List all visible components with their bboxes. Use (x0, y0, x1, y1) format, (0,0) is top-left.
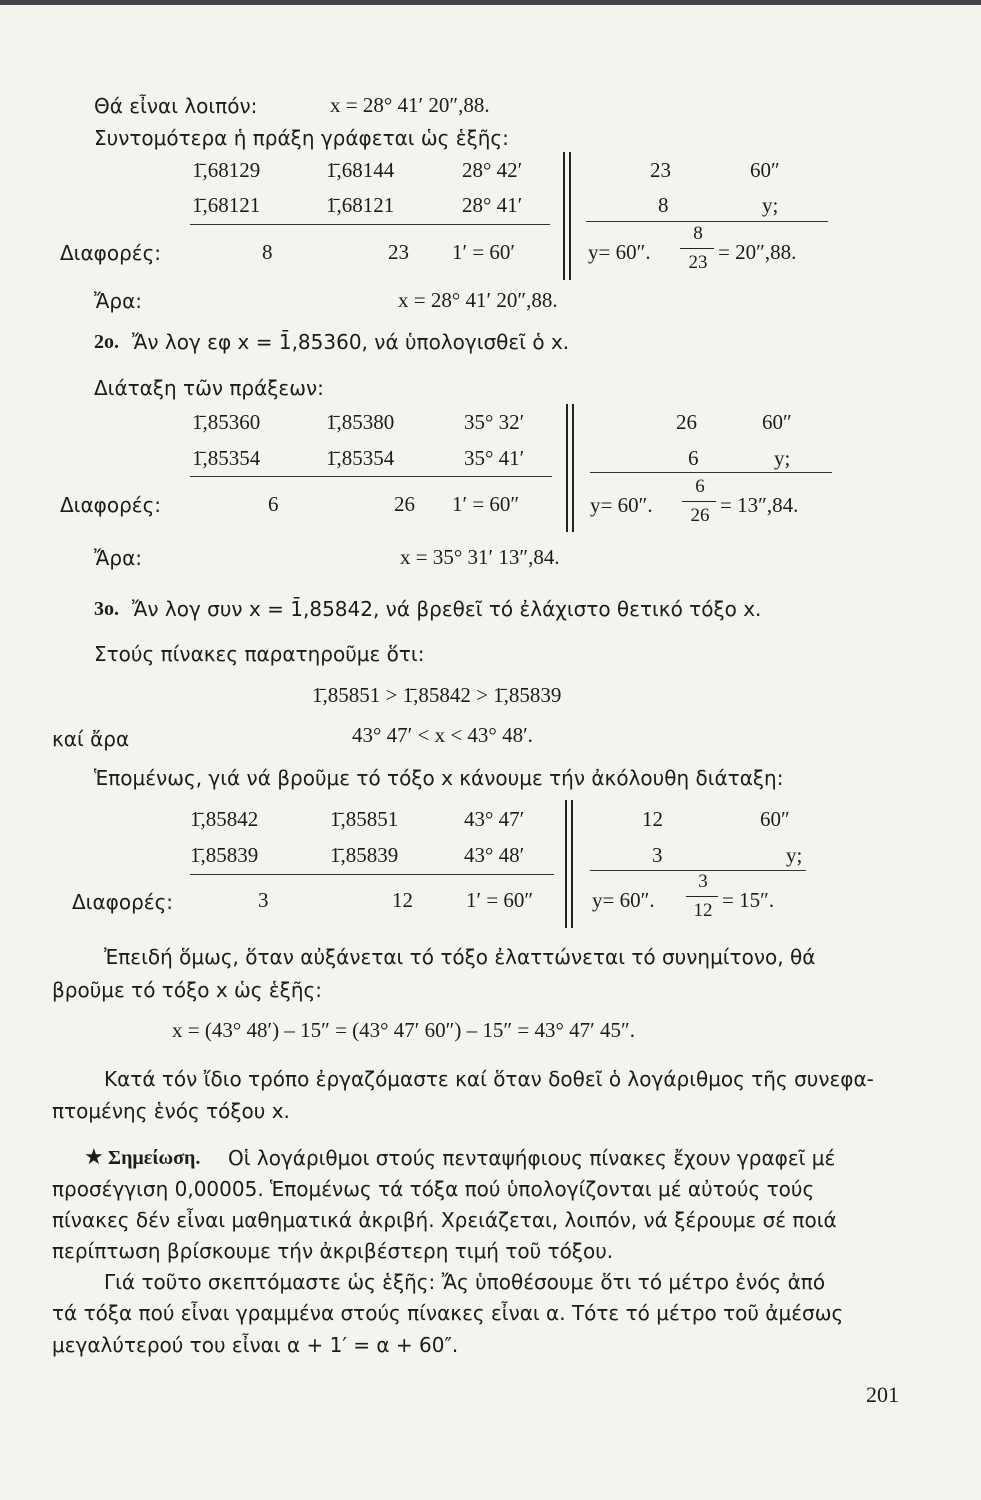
t3-rule (190, 874, 554, 875)
intro-line2: Συντομότερα ἡ πράξη γράφεται ὡς ἑξῆς: (94, 126, 509, 150)
t1-r1-c3: 28° 42′ (462, 158, 523, 182)
t2-frac-bar (682, 501, 716, 502)
t1-diff-2: 23 (388, 240, 409, 264)
t2-right-r1-c2: 60″ (762, 410, 792, 434)
t1-y-prefix: y= 60″. (588, 240, 651, 264)
para1-line1: Ἐπειδή ὅμως, ὅταν αὐξάνεται τό τόξο ἐλαττώνεται τό συνημίτονο, θά (104, 945, 816, 969)
note-line4: περίπτωση βρίσκουμε τήν ἀκριβέστερη τιμή τοῦ τόξου. (52, 1239, 614, 1263)
t1-right-r2-c2: y; (762, 193, 779, 217)
t3-diff-3: 1′ = 60″ (466, 888, 534, 912)
t3-right-r2-c2: y; (786, 843, 803, 867)
t1-ara-value: x = 28° 41′ 20″,88. (398, 288, 558, 312)
ex2-statement: Ἄν λογ εφ x = 1̄,85360, νά ὑπολογισθεῖ ὁ x. (132, 330, 570, 354)
t2-frac-num: 6 (695, 476, 705, 497)
t1-r1-c1: 1̄,68129 (192, 158, 261, 182)
t2-r1-c3: 35° 32′ (464, 410, 525, 434)
t3-r2-c3: 43° 48′ (464, 843, 525, 867)
t3-r1-c1: 1̄,85842 (190, 807, 259, 831)
ex2-diataxi: Διάταξη τῶν πράξεων: (94, 376, 324, 400)
t3-r2-c2: 1̄,85839 (330, 843, 399, 867)
t1-y-suffix: = 20″,88. (718, 240, 797, 264)
t3-frac-bar (686, 896, 718, 897)
t2-diff-1: 6 (268, 492, 279, 516)
t2-ara-value: x = 35° 31′ 13″,84. (400, 545, 560, 569)
t3-diff-label: Διαφορές: (72, 890, 174, 914)
t2-vrule-a (566, 404, 568, 532)
note-line3: πίνακες δέν εἶναι μαθηματικά ἀκριβή. Χρειάζεται, λοιπόν, νά ξέρουμε σέ ποιά (52, 1208, 837, 1232)
para3-line3: μεγαλύτερού του εἶναι α + 1′ = α + 60″. (52, 1333, 459, 1357)
scan-top-edge (0, 0, 981, 5)
t1-frac-num: 8 (693, 223, 703, 244)
para1-equation: x = (43° 48′) – 15″ = (43° 47′ 60″) – 15″ = 43° 47′ 45″. (172, 1018, 635, 1042)
t3-r1-c2: 1̄,85851 (330, 807, 399, 831)
t1-ara-label: Ἄρα: (94, 289, 142, 313)
t3-r1-c3: 43° 47′ (464, 807, 525, 831)
t1-r1-c2: 1̄,68144 (326, 158, 395, 182)
t2-rule (190, 476, 552, 477)
t3-right-r1-c1: 12 (642, 807, 663, 831)
t3-right-r2-c1: 3 (652, 843, 663, 867)
ex3-inequality-log: 1̄,85851 > 1̄,85842 > 1̄,85839 (312, 683, 562, 707)
t1-right-r1-c1: 23 (650, 158, 671, 182)
para3-line2: τά τόξα πού εἶναι γραμμένα στούς πίνακες εἶναι α. Τότε τό μέτρο τοῦ ἀμέσως (52, 1301, 844, 1325)
note-line2: προσέγγιση 0,00005. Ἑπομένως τά τόξα πού ὑπολογίζονται μέ αὐτούς τούς (52, 1177, 815, 1201)
ex3-kai-ara: καί ἄρα (52, 727, 130, 751)
t1-r2-c3: 28° 41′ (462, 193, 523, 217)
t3-right-r1-c2: 60″ (760, 807, 790, 831)
t1-diff-label: Διαφορές: (60, 241, 162, 265)
t1-diff-3: 1′ = 60′ (452, 240, 516, 264)
t3-vrule-a (565, 800, 567, 928)
intro-result: x = 28° 41′ 20″,88. (330, 93, 490, 117)
t2-r1-c1: 1̄,85360 (192, 410, 261, 434)
star-icon: ★ (84, 1145, 104, 1170)
t2-right-r1-c1: 26 (676, 410, 697, 434)
para3-line1: Γιά τοῦτο σκεπτόμαστε ὡς ἑξῆς: Ἄς ὑποθέσουμε ὅτι τό μέτρο ἑνός ἀπό (104, 1270, 826, 1294)
t2-vrule-b (572, 404, 574, 532)
note-line1: Οἱ λογάριθμοι στούς πενταψήφιους πίνακες ἔχουν γραφεῖ μέ (228, 1146, 836, 1170)
para2-line1: Κατά τόν ἴδιο τρόπο ἐργαζόμαστε καί ὅταν δοθεῖ ὁ λογάριθμος τῆς συνεφα- (104, 1067, 874, 1091)
t2-r1-c2: 1̄,85380 (326, 410, 395, 434)
t1-right-r1-c2: 60″ (750, 158, 780, 182)
t1-vrule-a (563, 152, 565, 280)
t2-right-r2-c1: 6 (688, 446, 699, 470)
t2-ara-label: Ἄρα: (94, 546, 142, 570)
page-number: 201 (866, 1382, 899, 1407)
t1-vrule-b (569, 152, 571, 280)
t3-frac-den: 12 (693, 900, 713, 921)
t2-diff-label: Διαφορές: (60, 493, 162, 517)
t1-right-rule (586, 221, 828, 222)
t2-diff-3: 1′ = 60″ (452, 492, 520, 516)
t2-frac-den: 26 (690, 505, 710, 526)
para1-line2: βροῦμε τό τόξο x ὡς ἑξῆς: (52, 978, 322, 1002)
t3-r2-c1: 1̄,85839 (190, 843, 259, 867)
t3-y-suffix: = 15″. (722, 888, 775, 912)
t2-right-rule (590, 472, 832, 473)
ex3-epomenos: Ἑπομένως, γιά νά βροῦμε τό τόξο x κάνουμε τήν ἀκόλουθη διάταξη: (94, 766, 784, 790)
t1-frac-den: 23 (688, 252, 708, 273)
ex3-statement: Ἄν λογ συν x = 1̄,85842, νά βρεθεῖ τό ἐλάχιστο θετικό τόξο x. (132, 597, 762, 621)
ex3-line2: Στούς πίνακες παρατηροῦμε ὅτι: (94, 642, 425, 666)
t1-frac-bar (680, 248, 714, 249)
ex3-number: 3ο. (94, 598, 119, 620)
ex3-inequality-arc: 43° 47′ < x < 43° 48′. (352, 723, 533, 747)
t2-y-prefix: y= 60″. (590, 493, 653, 517)
t3-diff-1: 3 (258, 888, 269, 912)
t1-r2-c1: 1̄,68121 (192, 193, 261, 217)
t2-r2-c3: 35° 41′ (464, 446, 525, 470)
t1-diff-1: 8 (262, 240, 273, 264)
ex2-number: 2ο. (94, 331, 119, 353)
intro-text: Θά εἶναι λοιπόν: (94, 94, 258, 118)
t2-r2-c1: 1̄,85354 (192, 446, 261, 470)
note-title: Σημείωση. (108, 1147, 201, 1169)
t3-frac-num: 3 (698, 871, 708, 892)
t1-r2-c2: 1̄,68121 (326, 193, 395, 217)
para2-line2: πτομένης ἑνός τόξου x. (52, 1099, 290, 1123)
t3-y-prefix: y= 60″. (592, 888, 655, 912)
t3-diff-2: 12 (392, 888, 413, 912)
t2-y-suffix: = 13″,84. (720, 493, 799, 517)
t2-r2-c2: 1̄,85354 (326, 446, 395, 470)
t1-right-r2-c1: 8 (658, 193, 669, 217)
t2-right-r2-c2: y; (774, 446, 791, 470)
t2-diff-2: 26 (394, 492, 415, 516)
t3-vrule-b (571, 800, 573, 928)
t1-rule (190, 224, 550, 225)
